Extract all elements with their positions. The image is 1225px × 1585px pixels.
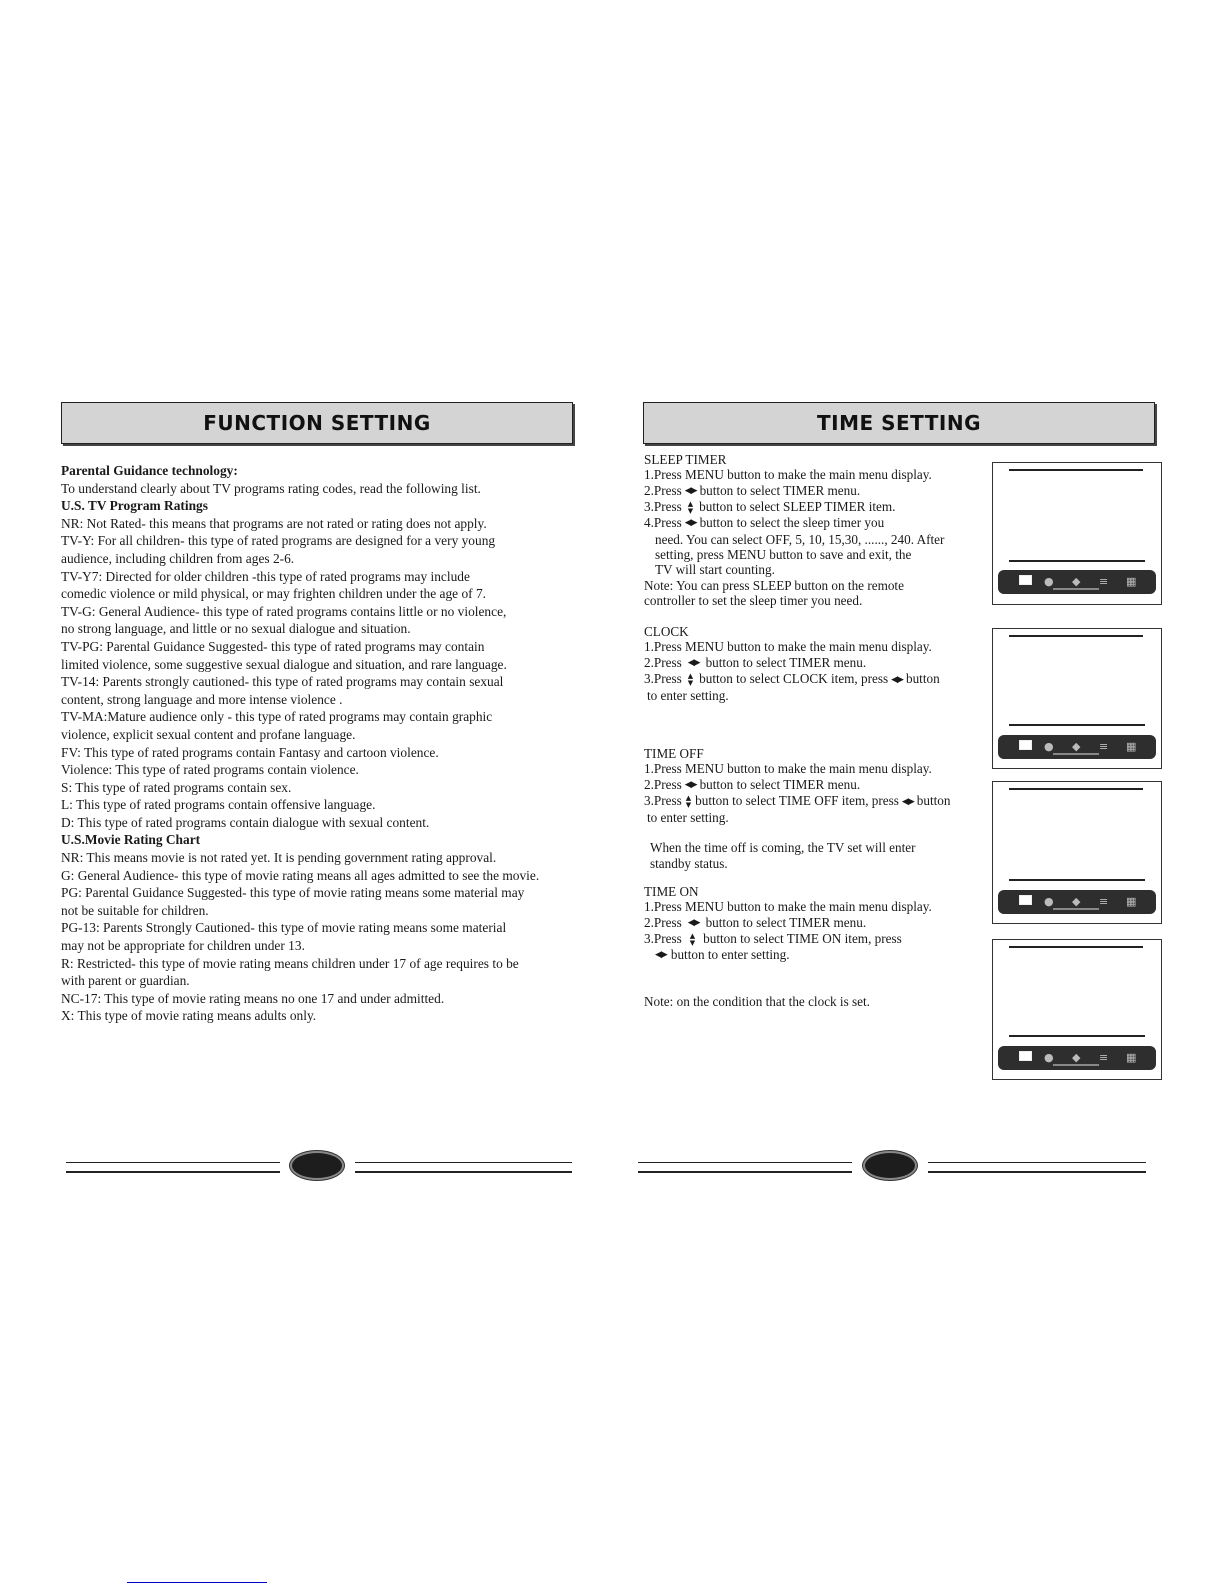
picture-menu-icon (1019, 1051, 1032, 1061)
function-menu-icon: ▦ (1126, 740, 1137, 753)
timer-menu-icon: ◆ (1072, 1051, 1081, 1064)
page-number-oval (292, 1153, 342, 1178)
link-underline (127, 1582, 267, 1583)
menu-icon-bar (998, 735, 1156, 759)
time-off-section: TIME OFF 1.Press MENU button to make the main menu display. 2.Press ◀▶ button to select TIMER menu. 3.Press ▲ ▼ button to select TIME OFF item, press ◀▶ button to enter setting. When the time off is coming, the TV set will enter standby status. (644, 746, 951, 871)
text-line: audience, including children from ages 2-6. (61, 550, 295, 566)
tv-menu-illustration-sleep (992, 462, 1162, 605)
text-line: violence, explicit sexual content and profane language. (61, 726, 356, 742)
text-line: NC-17: This type of movie rating means no one 17 and under admitted. (61, 990, 445, 1006)
sleep-timer-section: SLEEP TIMER 1.Press MENU button to make the main menu display. 2.Press ◀▶ button to select TIMER menu. 3.Press ▲ ▼ button to select SLEEP TIMER item. 4.Press ◀▶ button to select the sleep timer you need. You can select OFF, 5, 10, 15,30, ......, 240. After setting, press MENU button to save and exit, the TV will start counting. Note: You can press SLEEP button on the remote controller to set the sleep timer you need. (644, 452, 945, 608)
text-line: may not be appropriate for children under 13. (61, 938, 305, 954)
picture-menu-icon (1019, 895, 1032, 905)
left-right-arrow-icon: ◀▶ (687, 917, 700, 928)
setup-menu-icon: ≡ (1099, 1051, 1109, 1064)
text-line: R: Restricted- this type of movie rating means children under 17 of age requires to be (61, 955, 519, 971)
text-line: with parent or guardian. (61, 973, 190, 989)
timer-menu-icon: ◆ (1072, 740, 1081, 753)
section-title: TIME ON (644, 884, 699, 899)
left-right-arrow-icon: ◀▶ (655, 950, 667, 961)
menu-icon-bar (998, 1046, 1156, 1070)
page-number-oval (865, 1153, 915, 1178)
footer-rule-left (66, 1162, 280, 1173)
left-right-arrow-icon: ◀▶ (891, 674, 903, 685)
function-menu-icon: ▦ (1126, 895, 1137, 908)
text-line: PG-13: Parents Strongly Cautioned- this type of movie rating means some material (61, 920, 507, 936)
page-number: 23 (865, 1153, 866, 1154)
section-title: SLEEP TIMER (644, 452, 727, 467)
function-menu-icon: ▦ (1126, 1051, 1137, 1064)
section-heading: U.S.Movie Rating Chart (61, 832, 201, 848)
section-heading: Parental Guidance technology: (61, 463, 238, 478)
section-title: CLOCK (644, 624, 689, 639)
rating-codes-text (61, 462, 539, 1025)
setup-menu-icon: ≡ (1099, 895, 1109, 908)
left-right-arrow-icon: ◀▶ (684, 779, 697, 790)
text-line: TV-MA:Mature audience only - this type of rated programs may contain graphic (61, 709, 493, 725)
function-setting-header: FUNCTION SETTING (61, 402, 573, 444)
menu-icon-bar (998, 890, 1156, 914)
sound-menu-icon: ● (1044, 895, 1054, 908)
right-page-footer (638, 1153, 1148, 1176)
tv-menu-illustration-time-off (992, 781, 1162, 924)
up-down-arrow-icon: ▲ ▼ (687, 500, 694, 516)
function-menu-icon: ▦ (1126, 575, 1137, 588)
up-down-arrow-icon: ▲ ▼ (685, 794, 692, 810)
text-line: X: This type of movie rating means adults only. (61, 1008, 317, 1024)
text-line: TV-G: General Audience- this type of rated programs contains little or no violence, (61, 603, 507, 619)
left-right-arrow-icon: ◀▶ (684, 485, 697, 496)
text-line: Violence: This type of rated programs contain violence. (61, 762, 359, 778)
text-line: limited violence, some suggestive sexual dialogue and situation, and rare language. (61, 656, 507, 672)
up-down-arrow-icon: ▲ ▼ (689, 932, 696, 948)
text-line: comedic violence or mild physical, or may frighten children under the age of 7. (61, 586, 487, 602)
left-page-footer (66, 1153, 576, 1176)
text-line: S: This type of rated programs contain sex. (61, 779, 292, 795)
text-line: NR: Not Rated- this means that programs are not rated or rating does not apply. (61, 515, 487, 531)
text-line: TV-Y: For all children- this type of rated programs are designed for a very young (61, 533, 496, 549)
tv-menu-illustration-time-on (992, 939, 1162, 1080)
timer-menu-icon: ◆ (1072, 575, 1081, 588)
section-title: TIME OFF (644, 746, 704, 761)
up-down-arrow-icon: ▲ ▼ (687, 672, 694, 688)
sound-menu-icon: ● (1044, 740, 1054, 753)
page-number: 22 (292, 1153, 293, 1154)
menu-icon-bar (998, 570, 1156, 594)
setup-menu-icon: ≡ (1099, 575, 1109, 588)
picture-menu-icon (1019, 575, 1032, 585)
timer-menu-icon: ◆ (1072, 895, 1081, 908)
sound-menu-icon: ● (1044, 1051, 1054, 1064)
text-line: FV: This type of rated programs contain Fantasy and cartoon violence. (61, 744, 439, 760)
time-setting-header: TIME SETTING (643, 402, 1155, 444)
footer-rule-right (355, 1162, 572, 1173)
text-line: no strong language, and little or no sexual dialogue and situation. (61, 621, 411, 637)
sound-menu-icon: ● (1044, 575, 1054, 588)
left-right-arrow-icon: ◀▶ (901, 796, 914, 807)
text-line: PG: Parental Guidance Suggested- this type of movie rating means some material may (61, 885, 525, 901)
text-line: not be suitable for children. (61, 902, 209, 918)
footer-rule-left (638, 1162, 852, 1173)
clock-section: CLOCK 1.Press MENU button to make the main menu display. 2.Press ◀▶ button to select TIMER menu. 3.Press ▲ ▼ button to select CLOCK item, press ◀▶ button to enter setting. (644, 624, 940, 703)
text-line: L: This type of rated programs contain offensive language. (61, 797, 376, 813)
picture-menu-icon (1019, 740, 1032, 750)
right-page (612, 0, 1225, 1585)
text-line: To understand clearly about TV programs rating codes, read the following list. (61, 480, 481, 496)
text-line: NR: This means movie is not rated yet. It is pending government rating approval. (61, 850, 497, 866)
left-page (0, 0, 612, 1585)
tv-menu-illustration-clock (992, 628, 1162, 769)
text-line: G: General Audience- this type of movie rating means all ages admitted to see the movie. (61, 867, 540, 883)
text-line: TV-14: Parents strongly cautioned- this type of rated programs may contain sexual (61, 674, 504, 690)
time-on-section: TIME ON 1.Press MENU button to make the main menu display. 2.Press ◀▶ button to select TIMER menu. 3.Press ▲ ▼ button to select TIME ON item, press ◀▶ button to enter setting. Note: on the condition that the clock is set. (644, 884, 932, 1010)
text-line: content, strong language and more intense violence . (61, 691, 343, 707)
footer-rule-right (928, 1162, 1146, 1173)
left-right-arrow-icon: ◀▶ (687, 657, 700, 668)
setup-menu-icon: ≡ (1099, 740, 1109, 753)
text-line: TV-PG: Parental Guidance Suggested- this type of rated programs may contain (61, 638, 485, 654)
left-right-arrow-icon: ◀▶ (684, 518, 697, 529)
text-line: D: This type of rated programs contain dialogue with sexual content. (61, 814, 430, 830)
text-line: TV-Y7: Directed for older children -this type of rated programs may include (61, 568, 470, 584)
section-heading: U.S. TV Program Ratings (61, 498, 208, 514)
